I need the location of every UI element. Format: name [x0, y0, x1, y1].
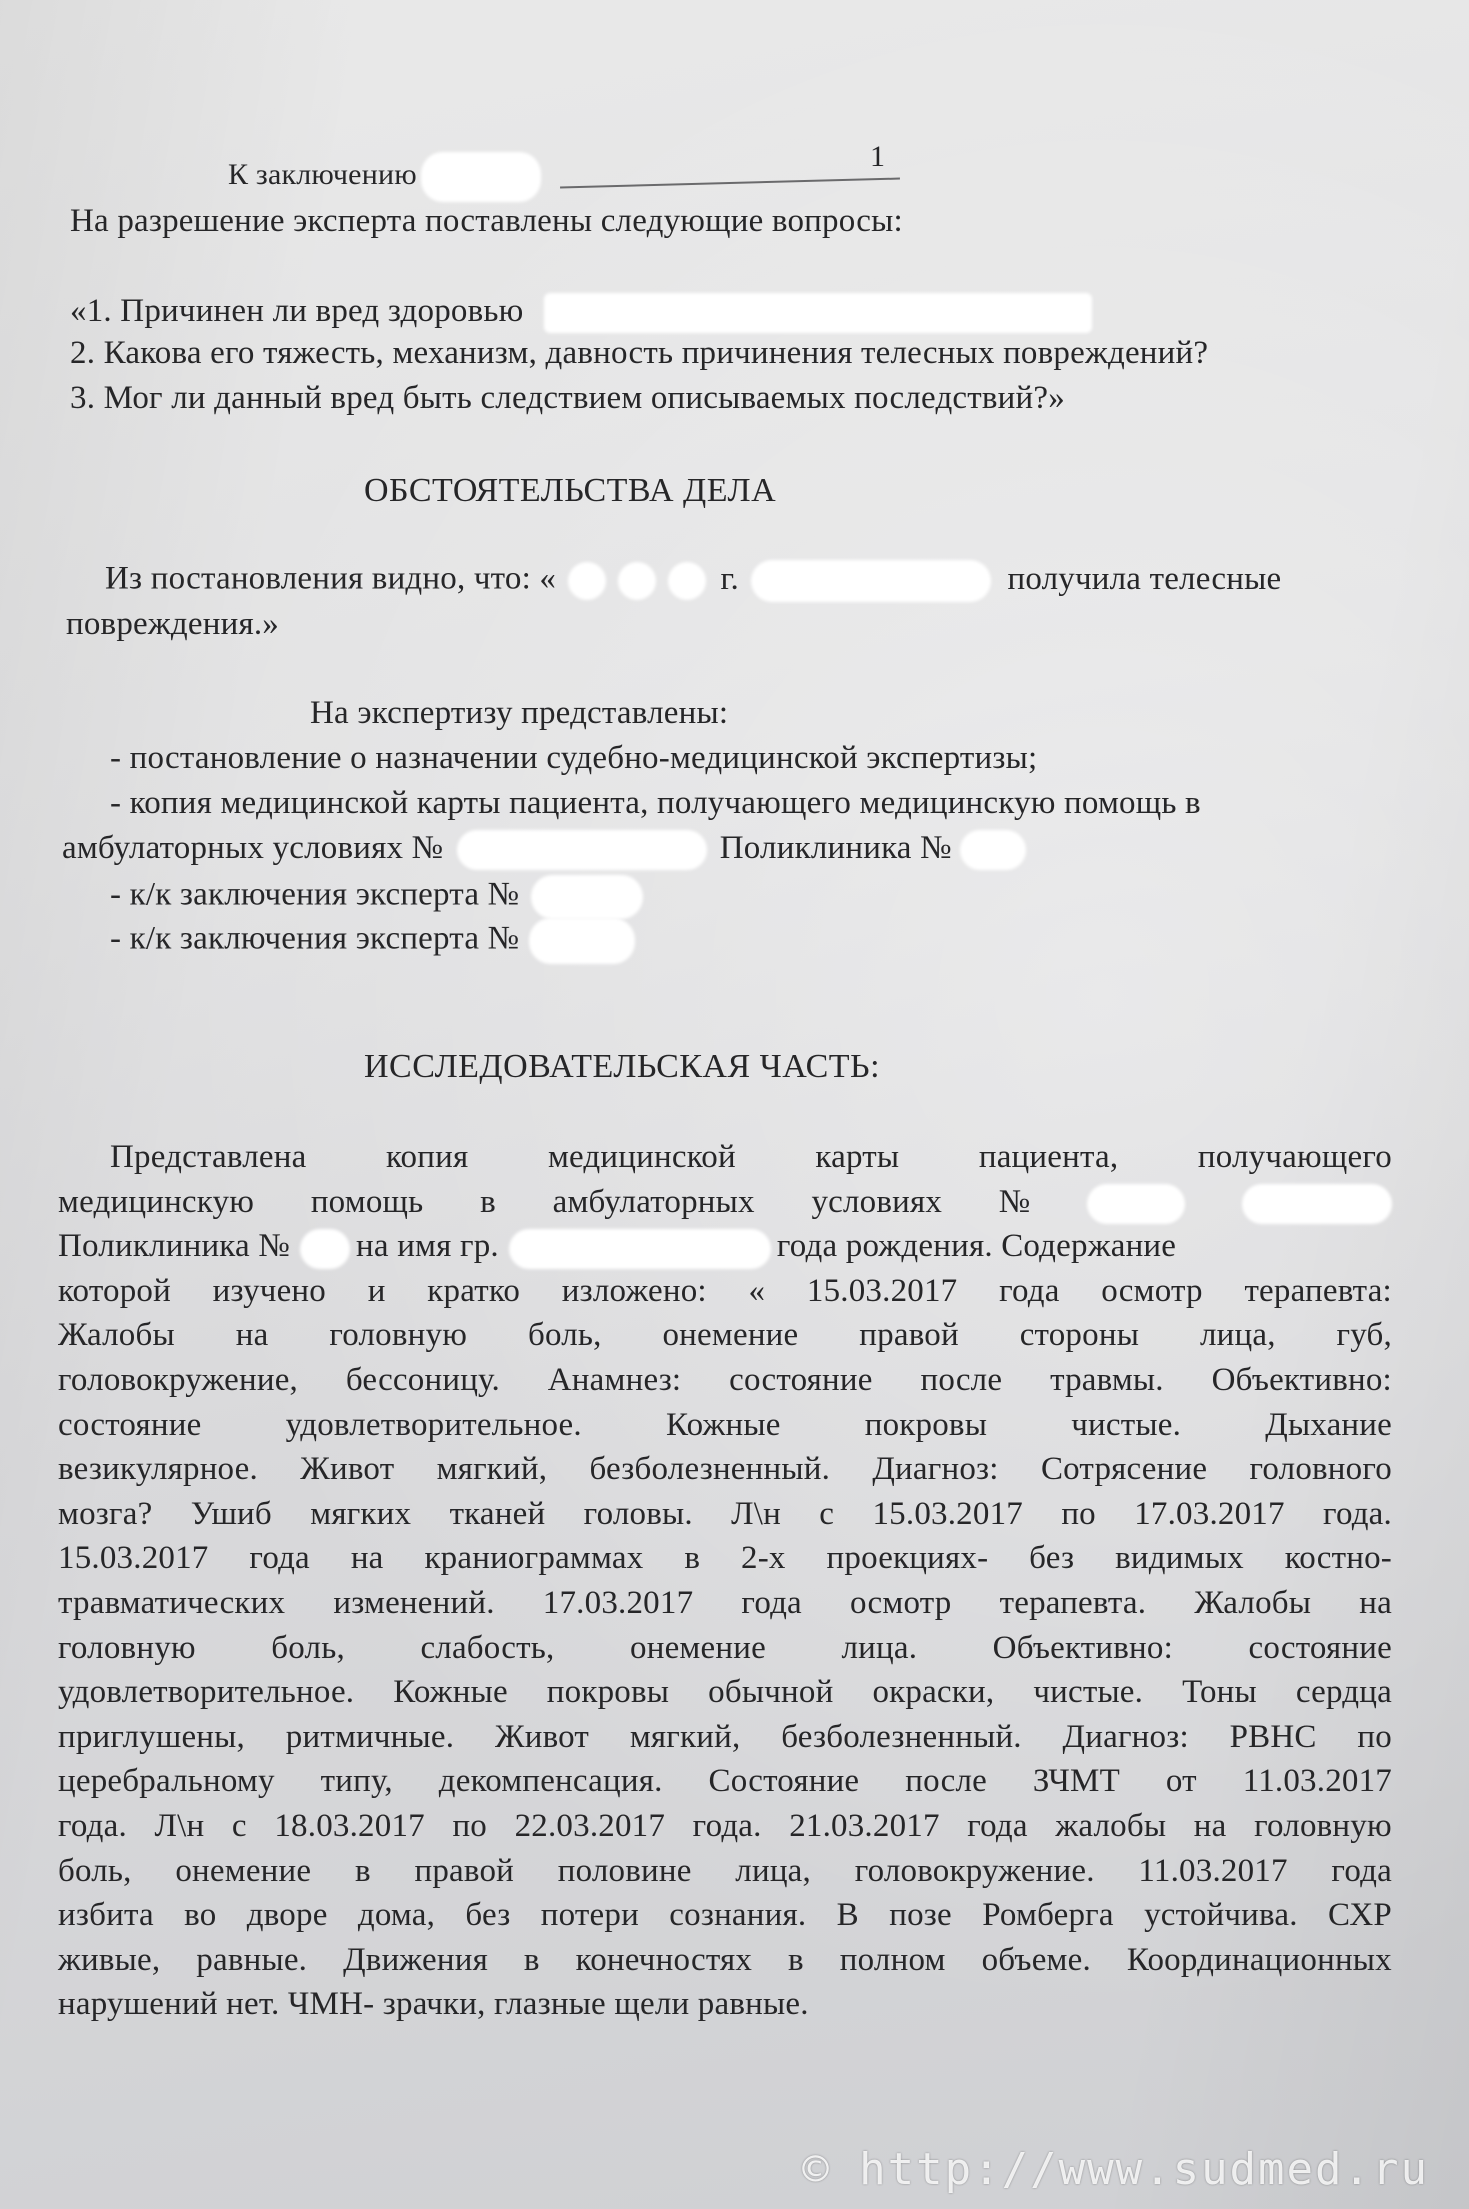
circumstances-text-c: получила телесные [1007, 560, 1282, 597]
research-line [58, 1451, 1392, 1488]
question-1-text: «1. Причинен ли вред здоровью [70, 293, 524, 329]
research-word: пациента, [978, 1139, 1119, 1175]
research-word: 2-х [741, 1540, 786, 1577]
research-word: 17.03.2017 [1134, 1495, 1285, 1532]
research-word: медицинскую [58, 1183, 255, 1220]
questions-intro: На разрешение эксперта поставлены следующие вопросы: [70, 203, 903, 239]
research-word: года. [1323, 1495, 1392, 1532]
research-word: помощь [310, 1183, 424, 1220]
research-word: удовлетворительное. [285, 1406, 582, 1443]
research-word: получающего [1197, 1139, 1392, 1175]
research-word: 18.03.2017 [274, 1808, 425, 1844]
redaction [960, 830, 1026, 870]
submitted-item-1: - постановление о назначении судебно-медицинской экспертизы; [110, 740, 1038, 776]
research-word: от [1165, 1763, 1197, 1800]
research-word: безболезненный. [589, 1451, 831, 1488]
research-word: осмотр [1101, 1272, 1203, 1309]
research-word: на [1359, 1585, 1392, 1621]
research-word: Диагноз: [1062, 1718, 1189, 1755]
research-line [58, 1407, 1392, 1444]
research-word: приглушены, [58, 1718, 245, 1755]
research-word: Живот [494, 1718, 590, 1755]
research-word: онемение [662, 1317, 799, 1354]
research-word: равные. [196, 1941, 308, 1978]
research-word: травмы. [1050, 1362, 1164, 1398]
research-word: 15.03.2017 [872, 1495, 1023, 1532]
research-word: года. [58, 1808, 127, 1844]
research-word: во [184, 1897, 217, 1934]
redaction [457, 830, 707, 870]
research-word: сознания. [669, 1897, 807, 1934]
research-word: которой [58, 1272, 171, 1309]
research-line [58, 1986, 809, 2023]
research-word: по [452, 1808, 487, 1844]
research-line [58, 1317, 1392, 1354]
redaction [751, 560, 991, 602]
research-word: № [998, 1183, 1031, 1220]
research-word: костно- [1284, 1540, 1392, 1577]
research-word: Жалобы [58, 1317, 175, 1354]
research-text: года рождения. Содержание [776, 1228, 1177, 1265]
research-word: года. [692, 1808, 762, 1844]
research-word: и [367, 1272, 386, 1309]
research-word: удовлетворительное. [58, 1674, 355, 1711]
research-word: ритмичные. [285, 1718, 455, 1755]
page-number: 1 [870, 140, 886, 173]
research-word: мягкий, [629, 1718, 741, 1755]
research-line [58, 1630, 1392, 1667]
research-word: головокружение, [58, 1362, 298, 1398]
research-line [58, 1496, 1392, 1533]
research-word: с [231, 1808, 247, 1844]
research-word: без [1029, 1540, 1075, 1577]
research-line [58, 1585, 1392, 1622]
research-word: половине [557, 1852, 692, 1889]
research-word: « [748, 1272, 766, 1309]
research-word: губ, [1336, 1317, 1392, 1354]
research-line [58, 1808, 1392, 1845]
research-word: СХР [1328, 1897, 1392, 1934]
research-line [58, 1540, 1392, 1577]
research-word: лица, [735, 1852, 811, 1889]
research-word: проекциях- [826, 1540, 989, 1577]
research-word: в [788, 1941, 804, 1978]
redaction [531, 875, 643, 919]
research-word: Л\н [154, 1808, 205, 1844]
research-word: 22.03.2017 [514, 1808, 666, 1844]
research-word: года [249, 1540, 310, 1577]
research-word: после [920, 1362, 1003, 1398]
question-3: 3. Мог ли данный вред быть следствием описываемых последствий?» [70, 380, 1065, 416]
submitted-item-3-text: - к/к заключения эксперта № [110, 876, 520, 913]
research-word: онемение [630, 1629, 766, 1666]
research-word: полном [839, 1941, 946, 1978]
research-word: терапевта. [999, 1585, 1147, 1621]
research-word: 17.03.2017 [542, 1585, 694, 1621]
research-word: окраски, [872, 1674, 995, 1711]
research-word: года [967, 1808, 1028, 1844]
research-word: Сотрясение [1040, 1451, 1208, 1488]
research-word: 15.03.2017 [806, 1272, 958, 1309]
research-word: головную [1254, 1808, 1392, 1844]
research-word: Объективно: [992, 1629, 1173, 1666]
research-word: после [905, 1763, 987, 1800]
submitted-item-3 [110, 875, 643, 919]
research-word: краниограммах [424, 1540, 644, 1577]
research-word: на [350, 1540, 384, 1577]
research-word: Л\н [731, 1495, 781, 1532]
research-word: амбулаторных [552, 1183, 755, 1220]
research-word: РВНС [1229, 1718, 1317, 1755]
submitted-item-2-continued [62, 830, 1026, 870]
research-line [58, 1184, 1392, 1224]
research-word: изложено: [561, 1272, 707, 1309]
research-word: мягких [310, 1495, 412, 1532]
research-word: 21.03.2017 [789, 1808, 940, 1844]
watermark: © http://www.sudmed.ru [802, 2144, 1429, 2195]
circumstances-line-1 [105, 560, 1281, 602]
research-heading: ИССЛЕДОВАТЕЛЬСКАЯ ЧАСТЬ: [364, 1048, 881, 1085]
redaction [618, 562, 656, 600]
redaction [421, 152, 541, 202]
submitted-text-a: амбулаторных условиях № [62, 830, 444, 866]
research-word: правой [859, 1317, 959, 1354]
research-word: сердца [1295, 1674, 1392, 1711]
research-text: нарушений нет. ЧМН- зрачки, глазные щели равные. [58, 1986, 809, 2023]
submitted-item-2: - копия медицинской карты пациента, получающего медицинскую помощь в [110, 785, 1201, 821]
research-word: Ушиб [190, 1495, 272, 1532]
research-word: по [1061, 1495, 1096, 1532]
research-text: Поликлиника № [58, 1228, 291, 1265]
redaction [568, 562, 606, 600]
research-word: боль, [58, 1852, 132, 1889]
research-word: медицинской [547, 1139, 736, 1175]
research-word: без [465, 1897, 511, 1934]
research-word: в [684, 1540, 701, 1577]
research-word: Представлена [110, 1139, 307, 1175]
research-word: декомпенсация. [438, 1763, 663, 1800]
research-word: чистые. [1071, 1406, 1182, 1443]
research-word: 11.03.2017 [1242, 1763, 1392, 1800]
research-word: церебральному [58, 1763, 275, 1800]
research-word: головную [329, 1317, 468, 1354]
research-word: Жалобы [1194, 1585, 1312, 1621]
redaction [1087, 1184, 1185, 1224]
research-line [110, 1139, 1392, 1176]
research-word: бессоницу. [345, 1362, 500, 1398]
redaction [509, 1229, 771, 1269]
research-word: состояние [729, 1362, 873, 1398]
redaction [300, 1229, 350, 1269]
research-word: В [836, 1897, 859, 1934]
research-word: дома, [357, 1897, 436, 1934]
research-word: правой [414, 1852, 515, 1889]
research-word: тканей [449, 1495, 546, 1532]
research-word: изменений. [333, 1585, 495, 1621]
research-line [58, 1362, 1392, 1399]
research-word: обычной [708, 1674, 834, 1711]
research-word: головную [58, 1629, 196, 1666]
research-word: Состояние [708, 1763, 860, 1800]
research-word: в [523, 1941, 540, 1978]
research-word: Координационных [1126, 1941, 1392, 1978]
research-word: чистые. [1033, 1674, 1144, 1711]
research-line [58, 1674, 1392, 1711]
research-word: в [480, 1183, 496, 1220]
redaction [544, 293, 1092, 333]
research-word: дворе [246, 1897, 328, 1934]
research-word: стороны [1019, 1317, 1140, 1354]
research-word: травматических [58, 1585, 286, 1621]
research-word: Анамнез: [547, 1362, 682, 1398]
conclusion-label: К заключению [228, 157, 417, 191]
research-word: покровы [546, 1674, 670, 1711]
research-word: с [819, 1495, 835, 1532]
research-word: боль, [271, 1629, 345, 1666]
research-word: потери [540, 1897, 639, 1934]
research-word: 11.03.2017 [1138, 1852, 1288, 1889]
research-word: конечностях [575, 1941, 753, 1978]
research-word: терапевта: [1244, 1272, 1392, 1309]
research-word: изучено [212, 1272, 326, 1309]
research-word: года [999, 1272, 1060, 1309]
submitted-text-b: Поликлиника № [719, 830, 952, 866]
research-line [58, 1942, 1392, 1979]
submitted-item-4-text: - к/к заключения эксперта № [110, 920, 520, 957]
research-line [58, 1897, 1392, 1934]
circumstances-heading: ОБСТОЯТЕЛЬСТВА ДЕЛА [364, 472, 777, 509]
research-word: Кожные [666, 1406, 781, 1443]
research-line [58, 1853, 1392, 1890]
research-word: года [741, 1585, 802, 1621]
circumstances-text-b: г. [720, 560, 740, 597]
research-word: Движения [343, 1941, 488, 1978]
research-word: лица, [1199, 1317, 1276, 1354]
question-2: 2. Какова его тяжесть, механизм, давность причинения телесных повреждений? [70, 335, 1209, 371]
research-word: Объективно: [1211, 1362, 1392, 1398]
research-word: везикулярное. [58, 1451, 258, 1488]
research-word: слабость, [420, 1629, 555, 1666]
research-word: 15.03.2017 [58, 1540, 209, 1577]
header-rule [560, 178, 900, 189]
research-word: на [1193, 1808, 1227, 1844]
research-word: на [235, 1317, 269, 1354]
research-word: безболезненный. [781, 1718, 1022, 1755]
research-word: года [1331, 1852, 1392, 1889]
research-word: состояние [58, 1406, 202, 1443]
research-word: боль, [527, 1317, 602, 1354]
research-word: объеме. [981, 1941, 1091, 1978]
research-word: головного [1249, 1451, 1392, 1488]
redaction [668, 562, 706, 600]
research-word: копия [386, 1139, 469, 1175]
research-word: ЗЧМТ [1032, 1763, 1120, 1800]
research-word: Ромберга [982, 1897, 1114, 1934]
redaction [1242, 1184, 1392, 1224]
circumstances-text-a: Из постановления видно, что: « [105, 560, 557, 597]
research-word: осмотр [850, 1585, 952, 1621]
research-word: кратко [427, 1272, 521, 1309]
research-word: избита [58, 1897, 154, 1934]
research-line [58, 1228, 1392, 1268]
research-word: карты [815, 1139, 900, 1175]
research-word: головокружение. [854, 1852, 1095, 1889]
research-line [58, 1719, 1392, 1756]
research-word: мягкий, [436, 1451, 548, 1488]
research-word: видимых [1115, 1540, 1244, 1577]
research-word: Тоны [1182, 1674, 1257, 1711]
research-word: онемение [175, 1852, 312, 1889]
research-word: по [1357, 1718, 1392, 1755]
research-word: покровы [864, 1406, 988, 1443]
redaction [529, 918, 635, 964]
research-word: головы. [583, 1495, 693, 1532]
research-text: на имя гр. [356, 1228, 499, 1265]
research-line [58, 1273, 1392, 1310]
conclusion-header [228, 152, 541, 202]
research-word: мозга? [58, 1495, 153, 1532]
research-word: Диагноз: [872, 1451, 999, 1488]
submitted-item-4 [110, 918, 635, 964]
research-word: лица. [841, 1629, 918, 1666]
research-word: Живот [300, 1451, 395, 1488]
submitted-heading: На экспертизу представлены: [310, 695, 729, 731]
research-word: живые, [58, 1941, 161, 1978]
research-word: жалобы [1055, 1808, 1167, 1844]
research-word: позе [889, 1897, 952, 1934]
research-word: Кожные [393, 1674, 508, 1711]
research-word: типу, [320, 1763, 393, 1800]
research-word: состояние [1248, 1629, 1392, 1666]
research-word: устойчива. [1144, 1897, 1298, 1934]
circumstances-line-2: повреждения.» [66, 606, 279, 642]
question-1 [70, 293, 1092, 333]
research-word: в [354, 1852, 371, 1889]
research-line [58, 1763, 1392, 1800]
research-word: Дыхание [1265, 1406, 1392, 1443]
research-word: условиях [811, 1183, 943, 1220]
